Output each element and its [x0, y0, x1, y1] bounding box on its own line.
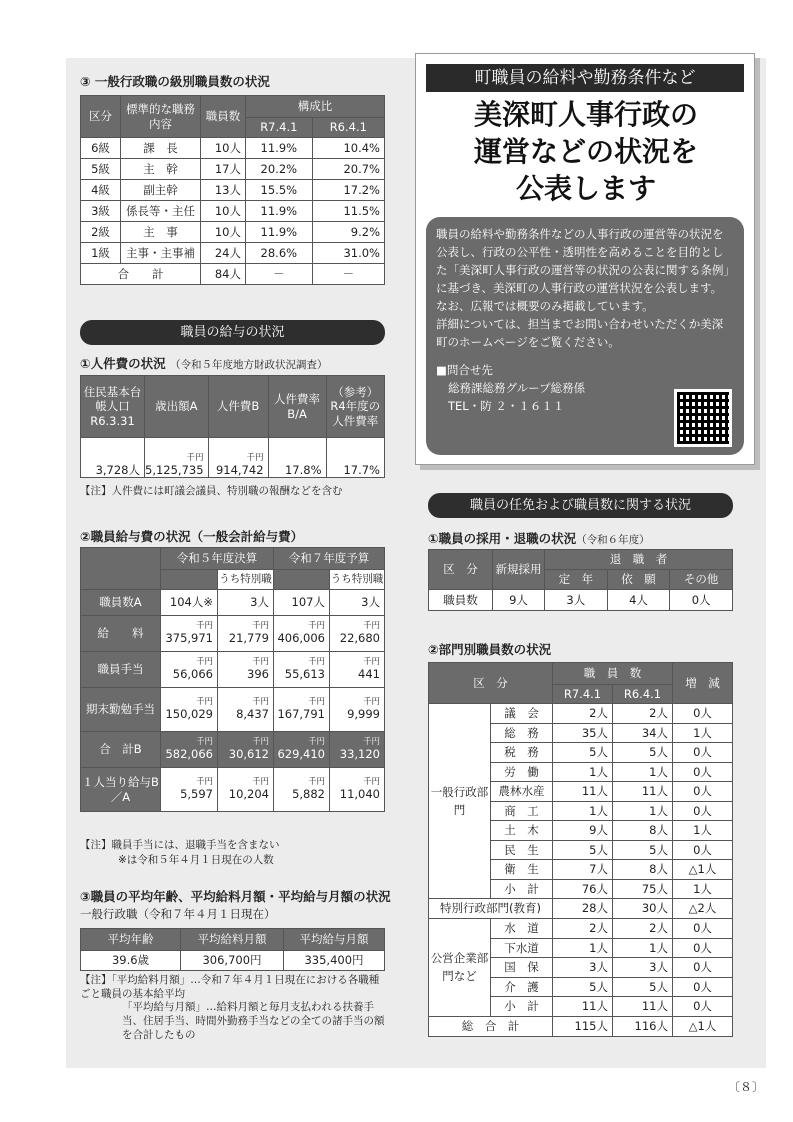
dept-row: 介 護 5人 5人 0人 — [429, 977, 733, 997]
dept-row: 商 工 1人 1人 0人 — [429, 801, 733, 821]
page-number: 〔８〕 — [728, 1080, 765, 1094]
dept-row: 下水道 1人 1人 0人 — [429, 938, 733, 958]
salary-row: １人当り給与B／A 千円 5,597 千円 10,204 千円 5,882 千円 11,040 — [81, 768, 385, 812]
announcement-panel — [415, 53, 755, 465]
dept-row: 国 保 3人 3人 0人 — [429, 958, 733, 978]
dept-staff-title: ②部門別職員数の状況 — [428, 642, 552, 657]
grade-row: 2級 主 事 10人 11.9% 9.2% — [81, 222, 385, 243]
dept-row: 農林水産 11人 11人 0人 — [429, 782, 733, 802]
dept-row-special: 特別行政部門(教育) 28人 30人 △2人 — [429, 899, 733, 919]
salary-row: 職員手当 千円 56,066 千円 396 千円 55,613 千円 441 — [81, 652, 385, 688]
grade-total-row: 合 計 84人 － － — [81, 264, 385, 285]
avg-salary-sub: 一般行政職（令和７年４月１日現在） — [80, 907, 276, 921]
avg-salary-table: 平均年齢 平均給料月額 平均給与月額 39.6歳 306,700円 335,400円 — [80, 928, 385, 971]
dept-total-row: 総 合 計 115人 116人 △1人 — [429, 1016, 733, 1036]
avg-salary-note-2: 「平均給与月額」…給料月額と毎月支払われる扶養手当、住居手当、時間外勤務手当などの全ての諸手当の額を合計したもの — [122, 1001, 385, 1042]
dept-row: 総 務 35人 34人 1人 — [429, 723, 733, 743]
dept-row: 土 木 9人 8人 1人 — [429, 821, 733, 841]
salary-row: 期末勤勉手当 千円 150,029 千円 8,437 千円 167,791 千円 9,999 — [81, 688, 385, 732]
panel-tag: 町職員の給料や勤務条件など — [426, 64, 744, 92]
dept-row: 労 働 1人 1人 0人 — [429, 762, 733, 782]
avg-salary-title: ③職員の平均年齢、平均給料月額・平均給与月額の状況 — [80, 889, 391, 904]
salary-table: 令和５年度決算 令和７年度予算 うち特別職 うち特別職 職員数A 104人※ 3人 107人 3人 給 料 千円 375,971 千円 21,779 千円 406,006 千円 22,680 職員手当 千円 56,066 千円 396 千円 55,613 千円 441 期末勤勉手当 千円 150,029 千円 8,437 千円 167,791 千円 9,999 合 計B 千円 582,066 千円 30,612 千円 629,410 千円 33,120 １人当り給与B／A 千円 5,597 千円 10,204 千円 5,882 千円 11,040 — [80, 547, 385, 812]
salary-note-2: ※は令和５年４月１日現在の人数 — [118, 854, 274, 866]
dept-row: 民 生 5人 5人 0人 — [429, 840, 733, 860]
hire-retire-table: 区 分 新規採用 退 職 者 定 年 依 願 その他 職員数 9人 3人 4人 0人 — [428, 549, 733, 611]
avg-salary-note-1: 【注】「平均給料月額」…令和７年４月１日現在における各職種ごと職員の基本給平均 — [80, 974, 380, 1001]
dept-row: 小 計 76人 75人 1人 — [429, 879, 733, 899]
salary-section-pill: 職員の給与の状況 — [80, 320, 385, 345]
grade-row: 1級 主事・主事補 24人 28.6% 31.0% — [81, 243, 385, 264]
salary-note-1: 【注】職員手当には、退職手当を含まない — [80, 839, 280, 851]
grade-row: 4級 副主幹 13人 15.5% 17.2% — [81, 180, 385, 201]
salary-table-title: ②職員給与費の状況（一般会計給与費） — [80, 529, 304, 544]
salary-row: 職員数A 104人※ 3人 107人 3人 — [81, 590, 385, 616]
contact-dept: 総務課総務グループ総務係 — [448, 381, 586, 395]
dept-staff-table: 区 分 職 員 数 増 減 R7.4.1 R6.4.1 一般行政部門 議 会 2人 2人 0人 総 務 35人 34人 1人 税 務 5人 5人 0人 労 働 1人 1人 0人 農林水産 11人 11人 0人 商 工 1人 1人 0人 土 木 9人 8人 1人 民 生 5人 5人 0人 衛 生 7人 8人 △1人 小 計 76人 75人 1人 特別行政部門(教育) 28人 30人 △2人 公営企業部門など 水 道 2人 2人 0人 下水道 1人 1人 0人 国 保 3人 3人 0人 介 護 5人 5人 0人 小 計 11人 11人 0人 総 合 計 115人 116人 △1人 — [428, 662, 733, 1037]
contact-label: ■問合せ先 — [436, 363, 493, 377]
dept-row: 小 計 11人 11人 0人 — [429, 997, 733, 1017]
grade-row: 5級 主 幹 17人 20.2% 20.7% — [81, 159, 385, 180]
panel-body: 職員の給料や勤務条件などの人事行政の運営等の状況を公表し、行政の公平性・透明性を高めることを目的とした「美深町人事行政の運営等の状況の公表に関する条例」に基づき、美深町の人事行政の運営状況を公表します。 なお、広報では概要のみ掲載しています。 詳細については、担当までお問い合わせいただくか美深町のホームページをご覧ください。 ■問合せ先 総務課総務グループ総務係 TEL・防 ２・１６１１ — [426, 217, 744, 455]
dept-row: 税 務 5人 5人 0人 — [429, 743, 733, 763]
contact-tel: TEL・防 ２・１６１１ — [448, 399, 565, 413]
personnel-cost-table: 住民基本台帳人口R6.3.31 歳出額A 人件費B 人件費率B/A （参考）R4年度の人件費率 3,728人 千円 5,125,735 千円 914,742 17.8% 17.7% — [80, 375, 385, 478]
appointment-section-pill: 職員の任免および職員数に関する状況 — [428, 493, 733, 518]
salary-row: 給 料 千円 375,971 千円 21,779 千円 406,006 千円 22,680 — [81, 616, 385, 652]
qr-code-icon[interactable] — [674, 389, 732, 447]
grade-row: 6級 課 長 10人 11.9% 10.4% — [81, 138, 385, 159]
dept-row: 一般行政部門 議 会 2人 2人 0人 — [429, 704, 733, 724]
personnel-cost-note: 【注】人件費には町議会議員、特別職の報酬などを含む — [80, 485, 343, 497]
personnel-cost-title: ①人件費の状況 （令和５年度地方財政状況調査） — [80, 356, 328, 371]
hire-retire-title: ①職員の採用・退職の状況（令和６年度） — [428, 531, 650, 546]
grade-table-title: ③ 一般行政職の級別職員数の状況 — [80, 74, 270, 89]
panel-headline: 美深町人事行政の 運営などの状況を 公表します — [473, 98, 698, 205]
dept-row: 公営企業部門など 水 道 2人 2人 0人 — [429, 919, 733, 939]
dept-row: 衛 生 7人 8人 △1人 — [429, 860, 733, 880]
grade-table: 区分 標準的な職務内容 職員数 構成比 R7.4.1 R6.4.1 6級 課 長 10人 11.9% 10.4% 5級 主 幹 17人 20.2% 20.7% 4級 副主幹 13人 15.5% 17.2% 3級 係長等・主任 10人 11.9% 11.5% 2級 主 事 10人 11.9% 9.2% 1級 主事・主事補 24人 28.6% 31.0% 合 計 84人 － － — [80, 95, 385, 285]
grade-row: 3級 係長等・主任 10人 11.9% 11.5% — [81, 201, 385, 222]
salary-row: 合 計B 千円 582,066 千円 30,612 千円 629,410 千円 33,120 — [81, 732, 385, 768]
